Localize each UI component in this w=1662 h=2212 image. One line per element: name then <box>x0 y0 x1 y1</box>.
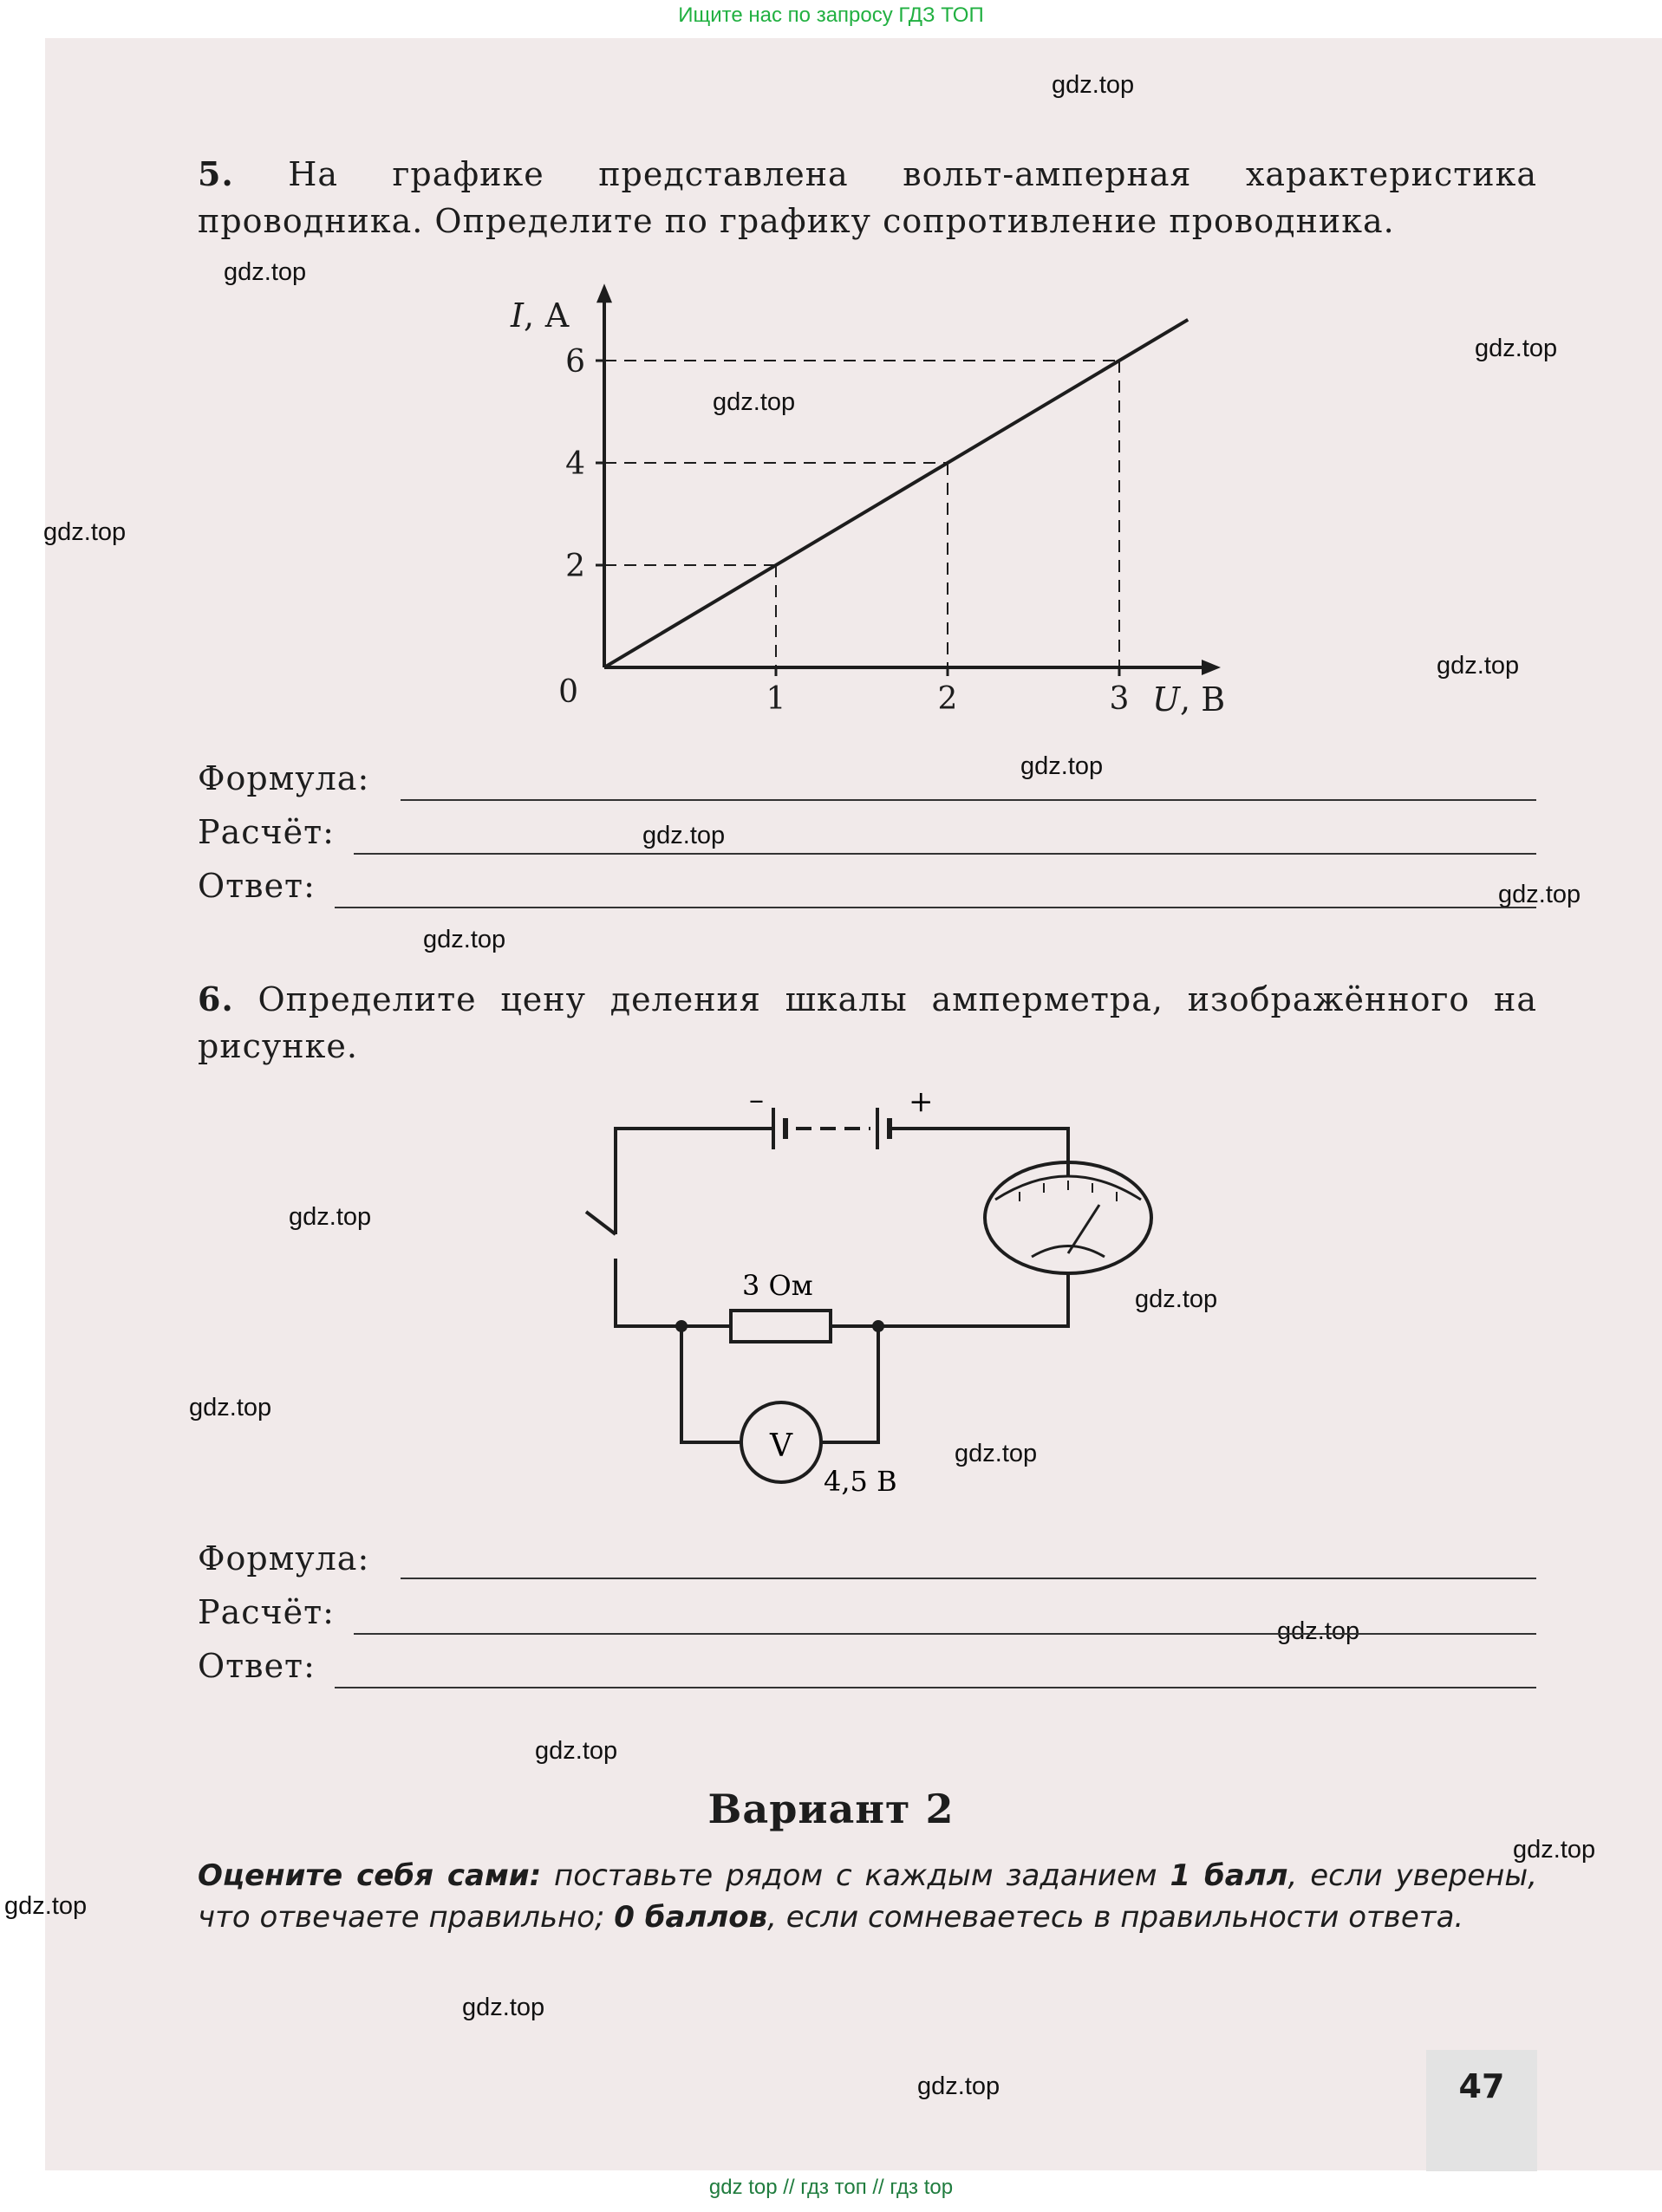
calc-label: Расчёт: <box>198 1593 335 1631</box>
calc-label: Расчёт: <box>198 813 335 851</box>
watermark: gdz.top <box>423 926 506 953</box>
formula-answer-line[interactable] <box>401 1578 1536 1579</box>
watermark: gdz.top <box>224 258 307 286</box>
watermark: gdz.top <box>1277 1617 1360 1645</box>
formula-label: Формула: <box>198 759 370 797</box>
junction-dot <box>872 1320 884 1332</box>
formula-label: Формула: <box>198 1539 370 1578</box>
watermark: gdz.top <box>535 1737 618 1765</box>
assess-lead: Оцените себя сами: <box>198 1858 542 1893</box>
watermark: gdz.top <box>1135 1285 1218 1313</box>
watermark: gdz.top <box>1475 335 1558 362</box>
page-number: 47 <box>1458 2067 1505 2105</box>
variant-heading: Вариант 2 <box>707 1786 955 1832</box>
watermark: gdz.top <box>1020 752 1104 780</box>
watermark: gdz.top <box>189 1394 272 1422</box>
y-tick-label: 6 <box>565 344 585 380</box>
answer-line[interactable] <box>335 1687 1536 1688</box>
assess-score-0: 0 баллов <box>614 1900 768 1935</box>
watermark: gdz.top <box>43 518 127 546</box>
calc-answer-line[interactable] <box>354 1633 1536 1635</box>
origin-label: 0 <box>558 674 578 710</box>
x-tick-label: 3 <box>1109 681 1130 717</box>
watermark: gdz.top <box>917 2072 1000 2100</box>
task-number: 5. <box>198 154 234 193</box>
voltage-label: 4,5 В <box>824 1465 897 1498</box>
answer-label: Ответ: <box>198 867 316 905</box>
task-statement: Определите цену деления шкалы амперметра, изображённого на рисунке. <box>198 980 1537 1065</box>
junction-dot <box>675 1320 688 1332</box>
battery-minus-label: – <box>749 1083 764 1117</box>
watermark: gdz.top <box>955 1440 1038 1467</box>
task-statement: На графике представлена вольт-амперная характеристика проводника. Определите по графику сопротивление проводника. <box>198 155 1537 240</box>
ammeter <box>985 1162 1151 1273</box>
answer-label: Ответ: <box>198 1647 316 1685</box>
watermark: gdz.top <box>1513 1836 1596 1864</box>
x-axis-label: U, В <box>1152 680 1226 719</box>
watermark: gdz.top <box>1498 881 1581 908</box>
y-tick-label: 4 <box>565 446 585 482</box>
footer-links[interactable]: gdz top // гдз топ // гдз top <box>708 2176 954 2199</box>
assess-text: поставьте рядом с каждым заданием <box>541 1858 1170 1893</box>
watermark: gdz.top <box>1437 652 1520 680</box>
watermark: gdz.top <box>713 388 796 416</box>
watermark: gdz.top <box>642 822 726 849</box>
watermark: gdz.top <box>4 1892 88 1920</box>
watermark: gdz.top <box>1052 71 1135 99</box>
battery-plus-label: + <box>909 1084 934 1119</box>
assess-text: , если уверены, что отвечаете правильно; <box>198 1858 1538 1935</box>
watermark: gdz.top <box>289 1203 372 1231</box>
page-number-box <box>1426 2050 1537 2171</box>
x-tick-label: 1 <box>766 681 786 717</box>
resistor <box>731 1311 831 1342</box>
resistor-label: 3 Ом <box>742 1269 813 1302</box>
x-tick-label: 2 <box>937 681 958 717</box>
y-tick-label: 2 <box>565 549 585 584</box>
voltmeter-symbol: V <box>770 1428 792 1464</box>
watermark: gdz.top <box>462 1994 545 2021</box>
self-assessment-note <box>198 1855 1537 1938</box>
y-axis-label: I, А <box>511 296 570 335</box>
task-number: 6. <box>198 979 234 1018</box>
assess-text: , если сомневаетесь в правильности ответа. <box>767 1900 1464 1935</box>
assess-score-1: 1 балл <box>1170 1858 1288 1893</box>
top-note[interactable]: Ищите нас по запросу ГДЗ ТОП <box>678 3 984 27</box>
